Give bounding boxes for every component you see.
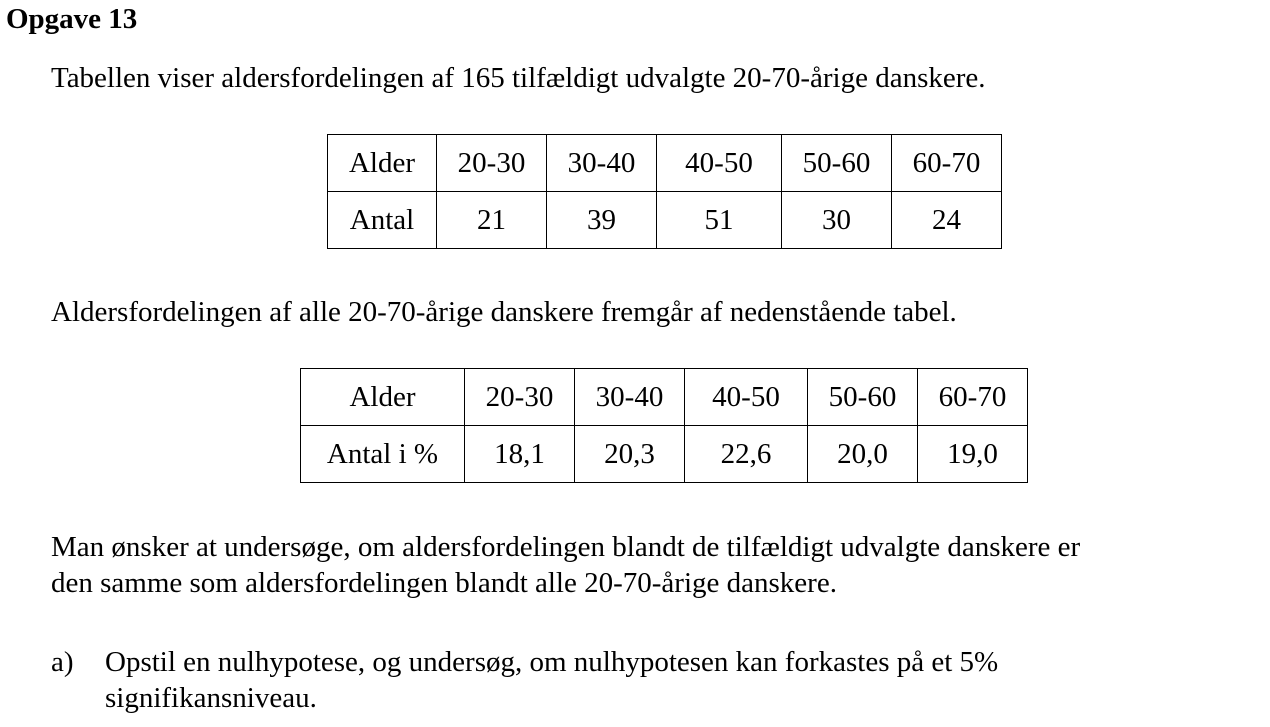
question-marker: a) — [51, 646, 74, 678]
table-header-row — [328, 135, 1002, 192]
table-row-label: Antal — [328, 192, 437, 249]
table-cell: 21 — [437, 192, 547, 249]
table-column-header: 30-40 — [575, 369, 685, 426]
table-column-header: 50-60 — [808, 369, 918, 426]
table-column-header: 40-50 — [657, 135, 782, 192]
intro-text: Tabellen viser aldersfordelingen af 165 tilfældigt udvalgte 20-70-årige danskere. — [51, 62, 986, 94]
table-row — [328, 192, 1002, 249]
context-line: Man ønsker at undersøge, om aldersfordelingen blandt de tilfældigt udvalgte danskere er — [51, 531, 1081, 563]
table-column-header: 40-50 — [685, 369, 808, 426]
table-cell: 30 — [782, 192, 892, 249]
table-column-header: 60-70 — [892, 135, 1002, 192]
table-column-header: 50-60 — [782, 135, 892, 192]
table-header-label: Alder — [301, 369, 465, 426]
sample-age-table — [327, 134, 1002, 249]
table-cell: 22,6 — [685, 426, 808, 483]
table-cell: 18,1 — [465, 426, 575, 483]
question-line: signifikansniveau. — [105, 682, 317, 714]
table-column-header: 60-70 — [918, 369, 1028, 426]
population-text: Aldersfordelingen af alle 20-70-årige danskere fremgår af nedenstående tabel. — [51, 296, 957, 328]
table-cell: 24 — [892, 192, 1002, 249]
table-column-header: 20-30 — [465, 369, 575, 426]
table-row — [301, 426, 1028, 483]
table-cell: 39 — [547, 192, 657, 249]
context-line: den samme som aldersfordelingen blandt alle 20-70-årige danskere. — [51, 567, 837, 599]
question-line: Opstil en nulhypotese, og undersøg, om nulhypotesen kan forkastes på et 5% — [105, 646, 999, 678]
table-header-row — [301, 369, 1028, 426]
table-cell: 51 — [657, 192, 782, 249]
exercise-title: Opgave 13 — [6, 3, 138, 35]
table-row-label: Antal i % — [301, 426, 465, 483]
table-cell: 19,0 — [918, 426, 1028, 483]
table-header-label: Alder — [328, 135, 437, 192]
question-context-text — [51, 529, 1080, 601]
table-column-header: 20-30 — [437, 135, 547, 192]
table-cell: 20,0 — [808, 426, 918, 483]
table-cell: 20,3 — [575, 426, 685, 483]
table-column-header: 30-40 — [547, 135, 657, 192]
population-age-table — [300, 368, 1028, 483]
question-text — [105, 644, 998, 716]
